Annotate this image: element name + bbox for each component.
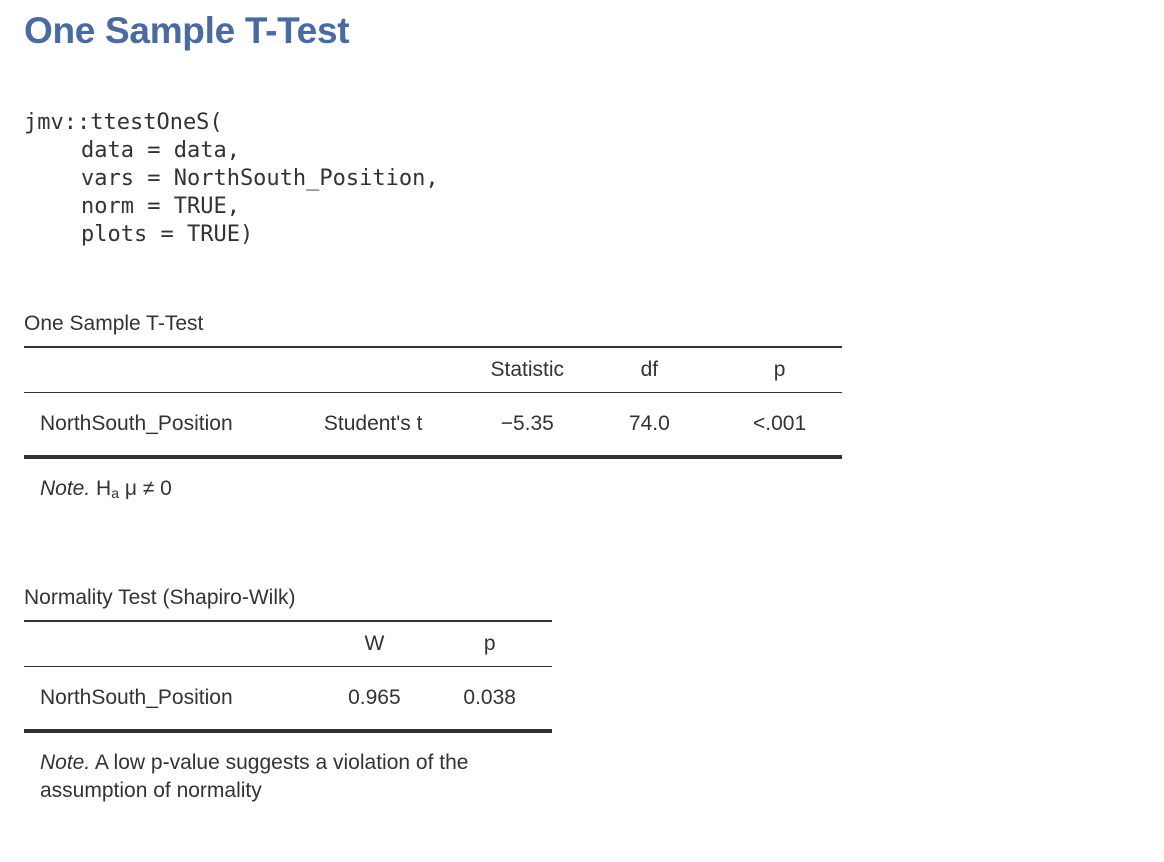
- note-hypothesis-subscript: a: [111, 485, 120, 501]
- normality-table: [24, 620, 552, 733]
- normality-table-note: [24, 749, 540, 805]
- column-header-variable: [24, 621, 321, 667]
- note-hypothesis-text: μ ≠ 0: [119, 477, 172, 500]
- cell-w: 0.965: [321, 667, 427, 732]
- note-hypothesis-h: H: [96, 477, 112, 500]
- syntax-line: norm = TRUE,: [81, 194, 240, 219]
- cell-test: Student's t: [324, 393, 473, 458]
- page-title: One Sample T-Test: [24, 10, 350, 51]
- table-header-row: [24, 621, 552, 667]
- table-row: [24, 393, 842, 458]
- table-row: [24, 667, 552, 732]
- cell-variable: NorthSouth_Position: [24, 667, 321, 732]
- note-label: Note.: [40, 477, 91, 500]
- cell-df: 74.0: [581, 393, 717, 458]
- syntax-line: vars = NorthSouth_Position,: [81, 166, 439, 191]
- ttest-table-note: [24, 475, 842, 507]
- column-header-df: df: [581, 347, 717, 393]
- note-text: A low p-value suggests a violation of the assumption of normality: [40, 751, 469, 802]
- syntax-line: plots = TRUE): [81, 222, 254, 247]
- note-label: Note.: [40, 751, 91, 774]
- cell-p: <.001: [717, 393, 842, 458]
- syntax-line: data = data,: [81, 138, 240, 163]
- column-header-p: p: [427, 621, 552, 667]
- normality-results-block: [24, 585, 552, 805]
- cell-variable: NorthSouth_Position: [24, 393, 324, 458]
- ttest-table-title: One Sample T-Test: [24, 312, 204, 335]
- syntax-code-block: [24, 109, 439, 249]
- cell-statistic: −5.35: [473, 393, 581, 458]
- column-header-test: [324, 347, 473, 393]
- cell-p: 0.038: [427, 667, 552, 732]
- table-header-row: [24, 347, 842, 393]
- syntax-line: jmv::ttestOneS(: [24, 110, 223, 135]
- normality-table-title: Normality Test (Shapiro-Wilk): [24, 586, 296, 609]
- column-header-variable: [24, 347, 324, 393]
- column-header-statistic: Statistic: [473, 347, 581, 393]
- column-header-p: p: [717, 347, 842, 393]
- column-header-w: W: [321, 621, 427, 667]
- ttest-table: [24, 346, 842, 459]
- ttest-results-block: [24, 311, 842, 507]
